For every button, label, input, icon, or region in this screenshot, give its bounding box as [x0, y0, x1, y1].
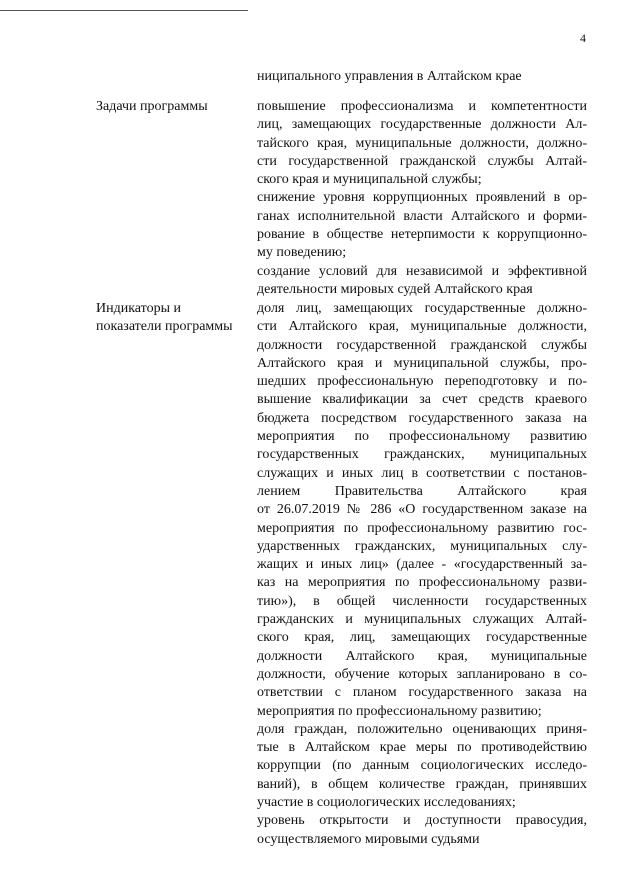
text-line: жащих и иных лиц» (далее - «государственный за-	[257, 557, 587, 573]
text-line: ского края и муниципальной службы;	[257, 172, 482, 188]
text-line: ударственных гражданских, муниципальных слу-	[257, 538, 587, 554]
text-line: должности государственной гражданской службы	[257, 337, 587, 353]
label-line: показатели программы	[96, 319, 233, 334]
text-line: тые в Алтайском крае меры по противодействию	[257, 740, 587, 756]
text-line: Алтайского края и муниципальной службы, про-	[257, 355, 587, 371]
text-line: бюджета посредством государственного заказа на	[257, 410, 587, 426]
text-line: ганах исполнительной власти Алтайского и форми-	[257, 208, 587, 224]
text-line: осуществляемого мировыми судьями	[257, 831, 480, 847]
text-line: служащих и иных лиц в соответствии с постанов-	[257, 465, 587, 481]
text-line: государственных гражданских, муниципальных	[257, 447, 587, 463]
text-line: должности, обучение которых запланировано в со-	[257, 666, 587, 682]
text-line: мероприятия по профессиональному развитию гос-	[257, 520, 587, 536]
text-line: повышение профессионализма и компетентности	[257, 99, 587, 114]
text-line: лением Правительства Алтайского края	[257, 483, 587, 499]
text-line: лиц, замещающих государственные должности Ал-	[257, 117, 587, 133]
text-line: ответствии с планом государственного заказа на	[257, 685, 587, 701]
text-line: создание условий для независимой и эффективной	[257, 263, 587, 279]
text-line: каз на мероприятия по профессиональному разви-	[257, 575, 587, 591]
text-line: доля граждан, положительно оценивающих приня-	[257, 721, 587, 737]
tasks-content	[257, 98, 587, 299]
text-line: мероприятия по профессиональному развитию	[257, 429, 587, 445]
text-line: уровень открытости и доступности правосудия,	[257, 813, 587, 829]
text-line: ского края, лиц, замещающих государственные	[257, 630, 587, 646]
text-line: сти государственной гражданской службы Алтай-	[257, 153, 587, 169]
text-line: доля лиц, замещающих государственные должно-	[257, 301, 587, 316]
top-rule	[0, 10, 248, 11]
text-line: коррупции (по данным социологических исследо-	[257, 758, 587, 774]
text-line: сти Алтайского края, муниципальные должности,	[257, 319, 587, 335]
text-line: тию»), в общей численности государственных	[257, 593, 587, 609]
text-line: участие в социологических исследованиях;	[257, 795, 516, 811]
text-line: снижение уровня коррупционных проявлений в ор-	[257, 190, 587, 206]
text-line: должности Алтайского края, муниципальные	[257, 648, 587, 664]
page-number: 4	[580, 31, 586, 45]
text-line: ваний), в общем количестве граждан, принявших	[257, 776, 587, 792]
text-line: ниципального управления в Алтайском крае	[257, 69, 522, 84]
indicators-content	[257, 300, 587, 849]
text-line: вышение квалификации за счет средств краевого	[257, 392, 587, 408]
text-line: му поведению;	[257, 245, 347, 261]
indicators-label	[96, 300, 244, 336]
text-line: рование в обществе нетерпимости к коррупционно-	[257, 227, 587, 243]
text-line: от 26.07.2019 № 286 «О государственном заказе на	[257, 502, 587, 518]
tasks-label	[96, 98, 244, 116]
label-line: Задачи программы	[96, 99, 208, 114]
text-line: мероприятия по профессиональному развитию;	[257, 703, 542, 719]
text-line: шедших профессиональную переподготовку и по-	[257, 374, 587, 390]
text-line: гражданских и муниципальных служащих Алтай-	[257, 612, 587, 628]
text-line: деятельности мировых судей Алтайского края	[257, 281, 533, 297]
text-line: тайского края, муниципальные должности, должно-	[257, 135, 587, 151]
label-line: Индикаторы и	[96, 301, 181, 316]
continuation-text	[257, 68, 587, 86]
